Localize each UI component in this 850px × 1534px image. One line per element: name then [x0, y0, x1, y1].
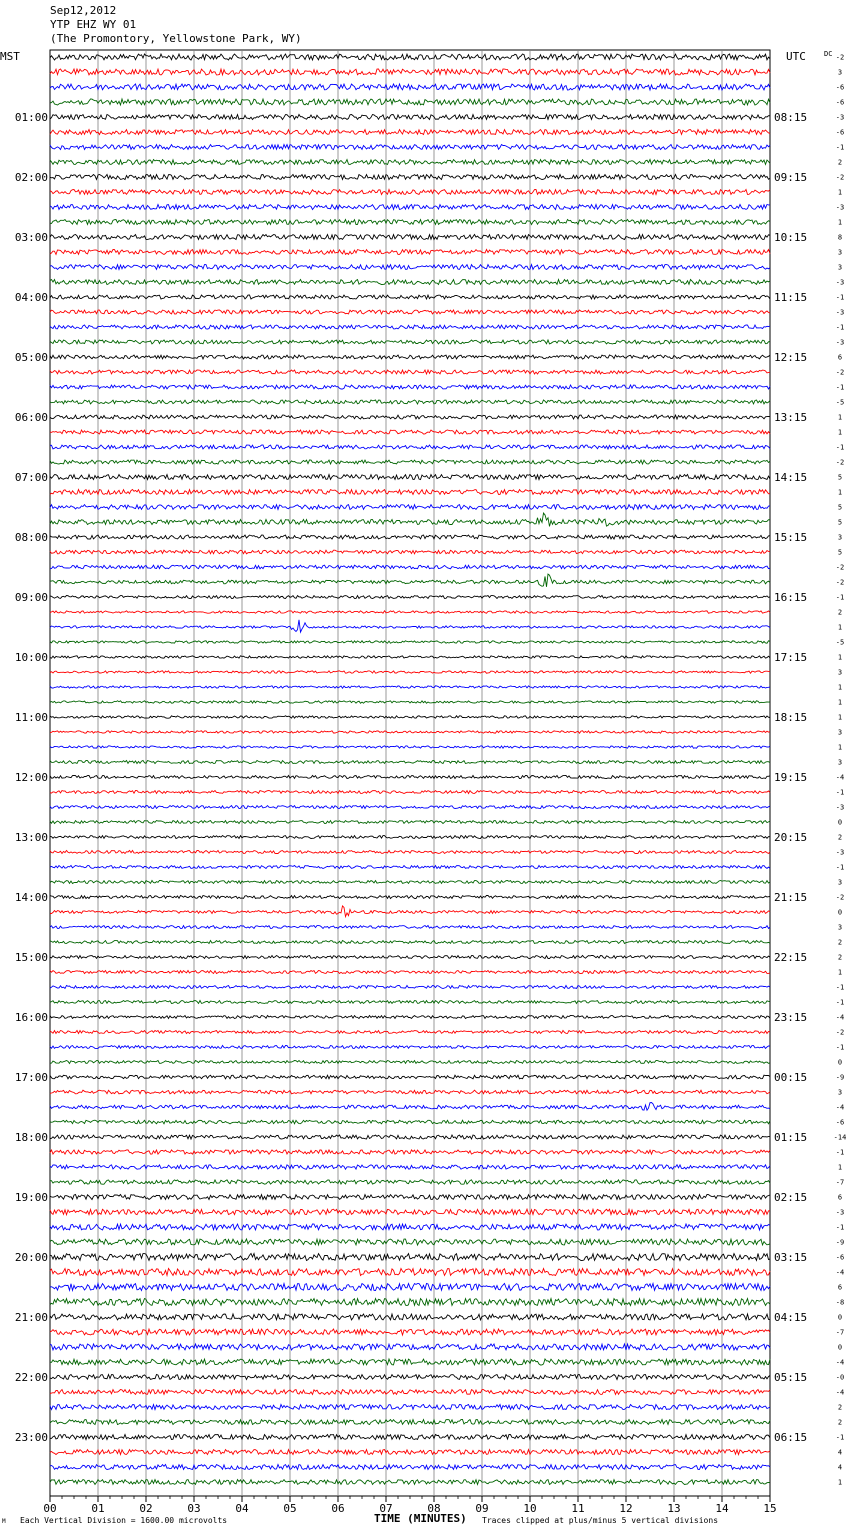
dc-offset-label: -1 [835, 443, 845, 452]
dc-offset-label: -9 [835, 1238, 845, 1247]
x-tick-label: 04 [235, 1502, 249, 1515]
utc-hour-label: 14:15 [774, 471, 808, 484]
utc-hour-label: 11:15 [774, 291, 808, 304]
seismogram-trace [50, 806, 770, 809]
dc-offset-label: 6 [837, 1283, 843, 1292]
dc-offset-label: -14 [833, 1133, 847, 1142]
seismogram-trace [50, 400, 770, 404]
dc-offset-label: -4 [835, 773, 845, 782]
dc-offset-label: -6 [835, 128, 845, 137]
seismogram-trace [50, 1344, 770, 1350]
dc-offset-label: -3 [835, 113, 845, 122]
seismogram-trace [50, 1375, 770, 1380]
dc-offset-label: -1 [835, 593, 845, 602]
dc-offset-label: -2 [835, 893, 845, 902]
dc-offset-label: 1 [837, 683, 843, 692]
dc-offset-label: -4 [835, 1013, 845, 1022]
seismogram-trace [50, 115, 770, 120]
utc-hour-label: 13:15 [774, 411, 808, 424]
mst-hour-label: 20:00 [14, 1251, 48, 1264]
dc-offset-label: 0 [837, 908, 843, 917]
seismogram-trace [50, 866, 770, 869]
utc-hour-label: 09:15 [774, 171, 808, 184]
dc-offset-label: -8 [835, 1298, 845, 1307]
seismogram-trace [50, 1224, 770, 1230]
dc-offset-label: -3 [835, 278, 845, 287]
seismogram-trace [50, 505, 770, 510]
seismogram-trace [50, 641, 770, 643]
seismogram-trace [50, 99, 770, 105]
dc-offset-label: -6 [835, 1118, 845, 1127]
dc-offset-label: -2 [835, 563, 845, 572]
dc-offset-label: 3 [837, 668, 843, 677]
dc-offset-label: -1 [835, 1148, 845, 1157]
x-tick-label: 02 [139, 1502, 153, 1515]
dc-offset-label: 1 [837, 623, 843, 632]
dc-offset-label: -1 [835, 1433, 845, 1442]
seismogram-trace [50, 205, 770, 210]
mst-hour-label: 15:00 [14, 951, 48, 964]
seismogram-trace [50, 490, 770, 495]
seismogram-trace [50, 513, 770, 526]
x-tick-label: 15 [763, 1502, 777, 1515]
seismogram-trace [50, 1075, 770, 1079]
utc-hour-label: 05:15 [774, 1371, 808, 1384]
dc-offset-label: 3 [837, 248, 843, 257]
seismogram-trace [50, 250, 770, 255]
mst-hour-label: 07:00 [14, 471, 48, 484]
dc-offset-label: 1 [837, 218, 843, 227]
dc-offset-label: 3 [837, 878, 843, 887]
seismogram-trace [50, 325, 770, 329]
seismogram-trace [50, 1269, 770, 1276]
seismogram-trace [50, 1120, 770, 1124]
seismogram-trace [50, 1001, 770, 1004]
dc-offset-label: 1 [837, 653, 843, 662]
mst-hour-label: 12:00 [14, 771, 48, 784]
utc-hour-label: 21:15 [774, 891, 808, 904]
seismogram-trace [50, 460, 770, 464]
seismogram-trace [50, 415, 770, 419]
footer-clip-note: Traces clipped at plus/minus 5 vertical divisions [482, 1516, 719, 1525]
seismogram-trace [50, 574, 770, 587]
dc-offset-label: -1 [835, 998, 845, 1007]
utc-hour-label: 08:15 [774, 111, 808, 124]
utc-hour-label: 19:15 [774, 771, 808, 784]
left-timezone-label: MST [0, 50, 20, 63]
x-tick-label: 07 [379, 1502, 393, 1515]
dc-offset-label: -6 [835, 98, 845, 107]
seismogram-trace [50, 1420, 770, 1425]
mst-hour-label: 16:00 [14, 1011, 48, 1024]
dc-offset-label: -1 [835, 863, 845, 872]
station-location: (The Promontory, Yellowstone Park, WY) [50, 32, 302, 45]
seismogram-trace [50, 145, 770, 150]
dc-offset-label: -1 [835, 788, 845, 797]
mst-hour-label: 05:00 [14, 351, 48, 364]
seismogram-trace [50, 340, 770, 344]
seismogram-trace [50, 671, 770, 673]
seismogram-trace [50, 160, 770, 165]
dc-offset-label: 2 [837, 938, 843, 947]
seismogram-trace [50, 295, 770, 299]
mst-hour-label: 21:00 [14, 1311, 48, 1324]
dc-offset-label: 1 [837, 428, 843, 437]
x-tick-label: 05 [283, 1502, 297, 1515]
mst-hour-label: 22:00 [14, 1371, 48, 1384]
seismogram-trace [50, 1031, 770, 1034]
dc-offset-label: 3 [837, 263, 843, 272]
seismogram-trace [50, 1450, 770, 1455]
seismogram-trace [50, 84, 770, 90]
dc-offset-label: 3 [837, 68, 843, 77]
seismogram-trace [50, 190, 770, 195]
dc-offset-label: 1 [837, 1478, 843, 1487]
dc-header-label: DC [824, 50, 833, 58]
utc-hour-label: 03:15 [774, 1251, 808, 1264]
utc-hour-label: 23:15 [774, 1011, 808, 1024]
seismogram-trace [50, 941, 770, 944]
dc-offset-label: 5 [837, 548, 843, 557]
x-tick-label: 06 [331, 1502, 345, 1515]
seismogram-trace [50, 761, 770, 764]
mst-hour-label: 18:00 [14, 1131, 48, 1144]
dc-offset-label: -6 [835, 83, 845, 92]
seismogram-trace [50, 906, 770, 917]
dc-offset-label: 0 [837, 818, 843, 827]
seismogram-trace [50, 716, 770, 718]
dc-offset-label: -1 [835, 143, 845, 152]
dc-offset-label: 1 [837, 698, 843, 707]
dc-offset-label: -4 [835, 1268, 845, 1277]
x-tick-label: 11 [571, 1502, 585, 1515]
seismogram-trace [50, 821, 770, 824]
utc-hour-label: 10:15 [774, 231, 808, 244]
seismogram-trace [50, 986, 770, 989]
dc-offset-label: 5 [837, 503, 843, 512]
dc-offset-label: 2 [837, 608, 843, 617]
seismogram-trace [50, 1390, 770, 1395]
utc-hour-label: 18:15 [774, 711, 808, 724]
seismogram-trace [50, 1329, 770, 1335]
dc-offset-label: -3 [835, 1208, 845, 1217]
dc-offset-label: -1 [835, 983, 845, 992]
seismogram-trace [50, 1103, 770, 1111]
dc-offset-label: -2 [835, 368, 845, 377]
seismogram-trace [50, 445, 770, 449]
seismogram-trace [50, 370, 770, 374]
utc-hour-label: 12:15 [774, 351, 808, 364]
dc-offset-label: -2 [835, 458, 845, 467]
seismogram-trace [50, 731, 770, 733]
dc-offset-label: -1 [835, 383, 845, 392]
seismogram-trace [50, 385, 770, 389]
dc-offset-label: 2 [837, 953, 843, 962]
seismogram-trace [50, 776, 770, 779]
x-tick-label: 12 [619, 1502, 633, 1515]
mst-hour-label: 08:00 [14, 531, 48, 544]
dc-offset-label: -3 [835, 308, 845, 317]
seismogram-trace [50, 611, 770, 613]
seismogram-trace [50, 956, 770, 959]
seismogram-trace [50, 310, 770, 314]
mst-hour-label: 17:00 [14, 1071, 48, 1084]
dc-offset-label: -2 [835, 173, 845, 182]
x-tick-label: 13 [667, 1502, 681, 1515]
station-id: YTP EHZ WY 01 [50, 18, 137, 31]
plot-frame [50, 50, 770, 1496]
dc-offset-label: 3 [837, 728, 843, 737]
seismogram-trace [50, 535, 770, 539]
dc-offset-label: 6 [837, 353, 843, 362]
seismogram-trace [50, 791, 770, 794]
mst-hour-label: 01:00 [14, 111, 48, 124]
seismogram-trace [50, 265, 770, 270]
seismogram-trace [50, 1046, 770, 1049]
dc-offset-label: 4 [837, 1463, 843, 1472]
seismogram-trace [50, 620, 770, 632]
utc-hour-label: 01:15 [774, 1131, 808, 1144]
dc-offset-label: 2 [837, 833, 843, 842]
seismogram-trace [50, 54, 770, 60]
x-tick-label: 00 [43, 1502, 57, 1515]
dc-offset-label: 1 [837, 968, 843, 977]
seismogram-trace [50, 1195, 770, 1200]
mst-hour-label: 02:00 [14, 171, 48, 184]
dc-offset-label: 6 [837, 1193, 843, 1202]
seismogram-trace [50, 851, 770, 854]
seismogram-trace [50, 1239, 770, 1245]
mst-hour-label: 23:00 [14, 1431, 48, 1444]
x-tick-label: 08 [427, 1502, 441, 1515]
dc-offset-label: -0 [835, 1373, 845, 1382]
seismogram-trace [50, 1135, 770, 1139]
dc-offset-label: -7 [835, 1328, 845, 1337]
seismogram-trace [50, 1480, 770, 1485]
seismogram-trace [50, 896, 770, 899]
seismogram-trace [50, 881, 770, 884]
seismogram-trace [50, 69, 770, 75]
dc-offset-label: -9 [835, 1073, 845, 1082]
dc-offset-label: -1 [835, 293, 845, 302]
dc-offset-label: 2 [837, 1418, 843, 1427]
dc-offset-label: -1 [835, 323, 845, 332]
dc-offset-label: -2 [835, 578, 845, 587]
dc-offset-label: -1 [835, 1223, 845, 1232]
dc-offset-label: 1 [837, 488, 843, 497]
seismogram-trace [50, 280, 770, 285]
dc-offset-label: 5 [837, 518, 843, 527]
x-axis-title: TIME (MINUTES) [374, 1512, 467, 1525]
dc-offset-label: -4 [835, 1388, 845, 1397]
mst-hour-label: 13:00 [14, 831, 48, 844]
dc-offset-label: -5 [835, 398, 845, 407]
dc-offset-label: -2 [835, 1028, 845, 1037]
seismogram-trace [50, 355, 770, 359]
x-tick-label: 03 [187, 1502, 201, 1515]
footer-scale-note: Each Vertical Division = 1600.00 microvolts [20, 1516, 228, 1525]
dc-offset-label: 1 [837, 188, 843, 197]
seismogram-trace [50, 235, 770, 240]
seismogram-trace [50, 1150, 770, 1154]
mst-hour-label: 11:00 [14, 711, 48, 724]
seismogram-trace [50, 1314, 770, 1320]
plot-date: Sep12,2012 [50, 4, 117, 17]
dc-offset-label: 0 [837, 1058, 843, 1067]
dc-offset-label: 1 [837, 743, 843, 752]
utc-hour-label: 00:15 [774, 1071, 808, 1084]
dc-offset-label: 0 [837, 1343, 843, 1352]
dc-offset-label: -6 [835, 1253, 845, 1262]
utc-hour-label: 06:15 [774, 1431, 808, 1444]
seismogram-trace [50, 971, 770, 974]
utc-hour-label: 04:15 [774, 1311, 808, 1324]
x-tick-label: 01 [91, 1502, 105, 1515]
dc-offset-label: 1 [837, 1163, 843, 1172]
utc-hour-label: 15:15 [774, 531, 808, 544]
utc-hour-label: 17:15 [774, 651, 808, 664]
footer-mark: M [2, 1518, 6, 1525]
seismogram-trace [50, 1435, 770, 1440]
seismogram-trace [50, 1180, 770, 1184]
dc-offset-label: -3 [835, 803, 845, 812]
mst-hour-label: 09:00 [14, 591, 48, 604]
seismogram-trace [50, 1299, 770, 1306]
seismogram-trace [50, 1465, 770, 1470]
dc-offset-label: -3 [835, 338, 845, 347]
dc-offset-label: 0 [837, 1313, 843, 1322]
seismogram-trace [50, 1090, 770, 1094]
dc-offset-label: -3 [835, 848, 845, 857]
seismogram-trace [50, 836, 770, 839]
seismogram-trace [50, 746, 770, 748]
seismogram-trace [50, 1209, 770, 1215]
seismogram-trace [50, 1405, 770, 1410]
dc-offset-label: 3 [837, 758, 843, 767]
seismogram-trace [50, 220, 770, 225]
seismogram-trace [50, 565, 770, 569]
seismogram-trace [50, 1061, 770, 1064]
dc-offset-label: 1 [837, 413, 843, 422]
utc-hour-label: 16:15 [774, 591, 808, 604]
seismogram-trace [50, 596, 770, 599]
mst-hour-label: 14:00 [14, 891, 48, 904]
dc-offset-label: 2 [837, 158, 843, 167]
dc-offset-label: 1 [837, 713, 843, 722]
seismogram-trace [50, 430, 770, 434]
dc-offset-label: -5 [835, 638, 845, 647]
utc-hour-label: 20:15 [774, 831, 808, 844]
seismogram-trace [50, 175, 770, 180]
seismogram-trace [50, 1284, 770, 1291]
seismogram-trace [50, 1016, 770, 1019]
dc-offset-label: 8 [837, 233, 843, 242]
dc-offset-label: 4 [837, 1448, 843, 1457]
seismogram-trace [50, 686, 770, 688]
dc-offset-label: -4 [835, 1103, 845, 1112]
dc-offset-label: 3 [837, 1088, 843, 1097]
dc-offset-label: -3 [835, 203, 845, 212]
seismogram-trace [50, 130, 770, 135]
mst-hour-label: 06:00 [14, 411, 48, 424]
utc-hour-label: 22:15 [774, 951, 808, 964]
seismogram-trace [50, 475, 770, 480]
seismogram-trace [50, 550, 770, 554]
dc-offset-label: -2 [835, 53, 845, 62]
dc-offset-label: -4 [835, 1358, 845, 1367]
x-tick-label: 14 [715, 1502, 729, 1515]
mst-hour-label: 04:00 [14, 291, 48, 304]
dc-offset-label: 2 [837, 1403, 843, 1412]
seismogram-trace [50, 1254, 770, 1261]
seismogram-trace [50, 701, 770, 703]
x-tick-label: 09 [475, 1502, 489, 1515]
mst-hour-label: 19:00 [14, 1191, 48, 1204]
seismogram-trace [50, 926, 770, 929]
mst-hour-label: 10:00 [14, 651, 48, 664]
dc-offset-label: 3 [837, 533, 843, 542]
dc-offset-label: 5 [837, 473, 843, 482]
dc-offset-label: 3 [837, 923, 843, 932]
seismogram-trace [50, 1165, 770, 1169]
seismogram-trace [50, 656, 770, 658]
right-timezone-label: UTC [786, 50, 806, 63]
dc-offset-label: -1 [835, 1043, 845, 1052]
utc-hour-label: 02:15 [774, 1191, 808, 1204]
seismogram-trace [50, 1359, 770, 1365]
dc-offset-label: -7 [835, 1178, 845, 1187]
x-tick-label: 10 [523, 1502, 537, 1515]
mst-hour-label: 03:00 [14, 231, 48, 244]
